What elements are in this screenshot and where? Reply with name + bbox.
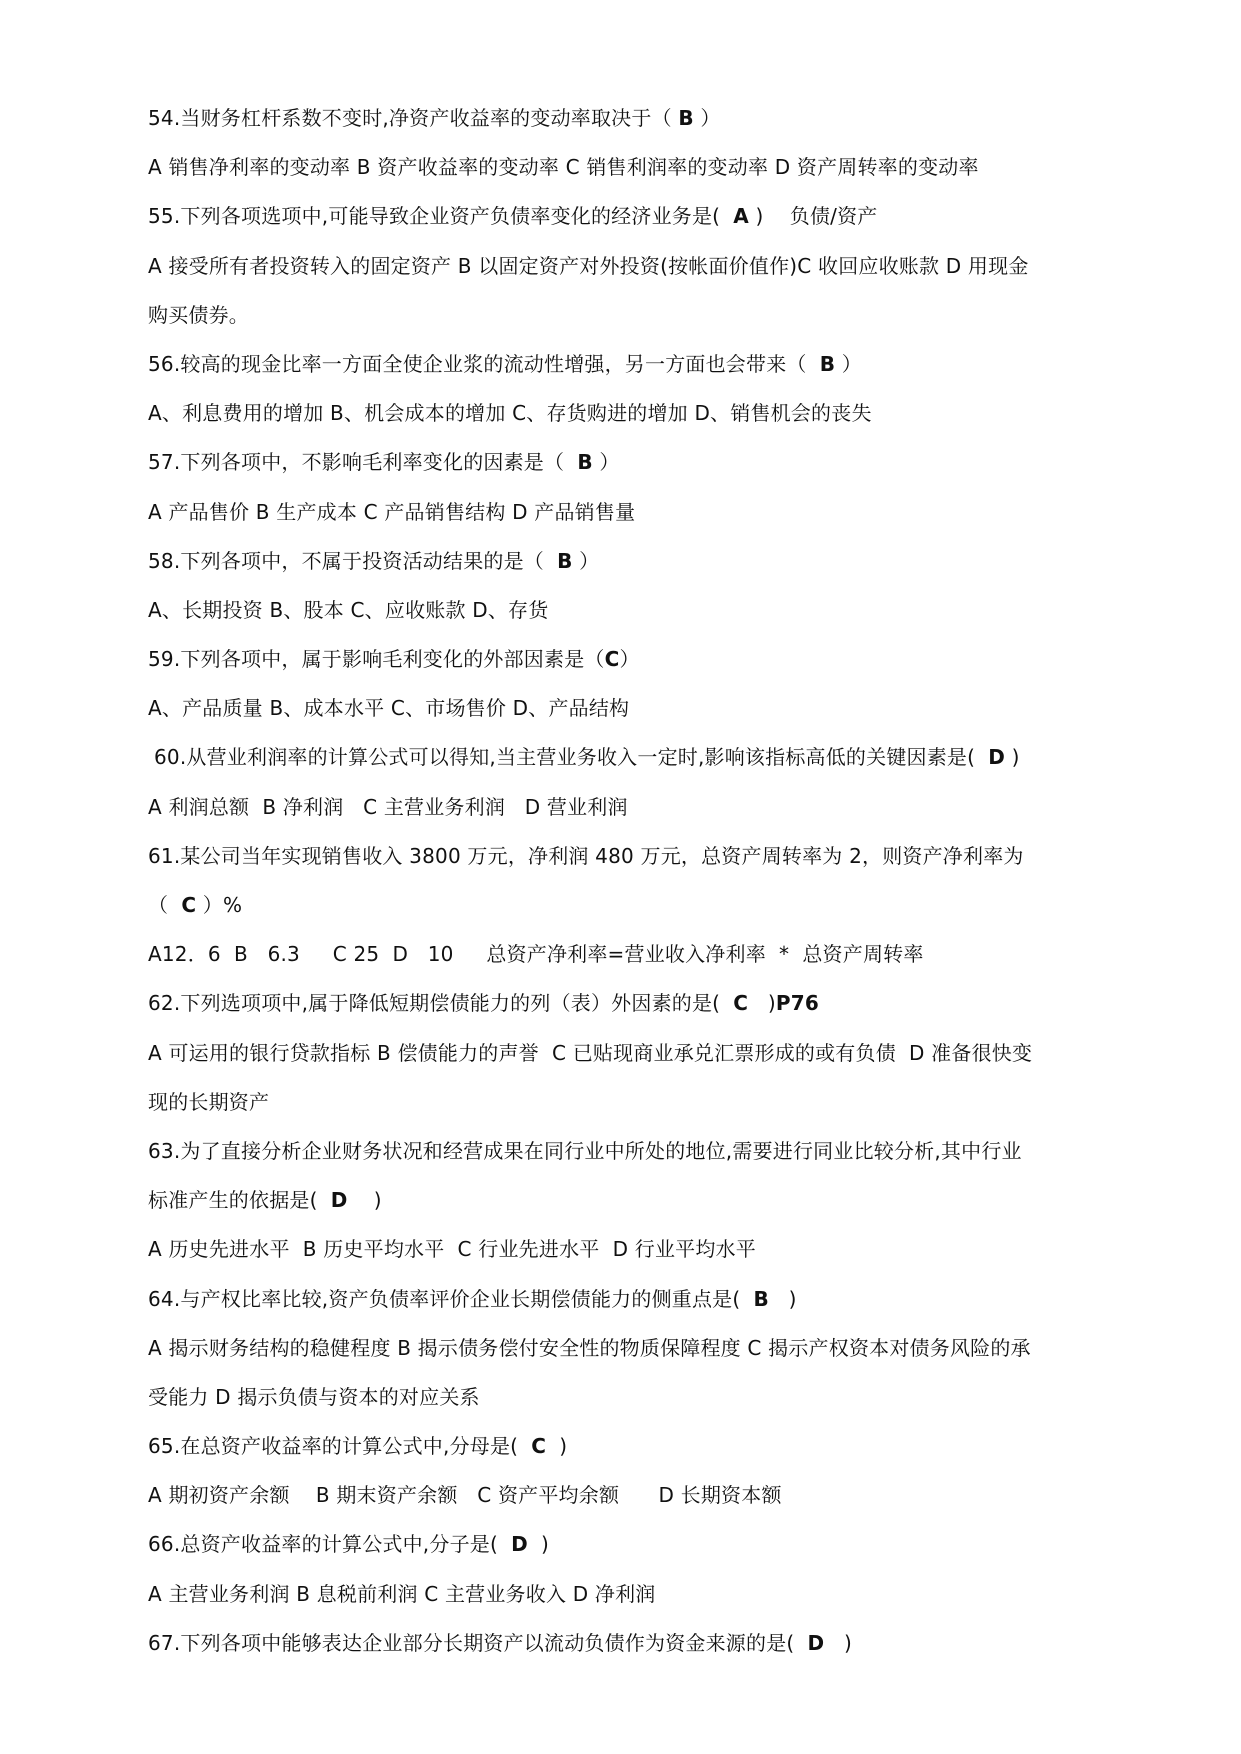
answer-letter: A bbox=[733, 204, 749, 229]
question-text: 60.从营业利润率的计算公式可以得知,当主营业务收入一定时,影响该指标高低的关键因素是( bbox=[154, 745, 989, 770]
question-text: 54.当财务杠杆系数不变时,净资产收益率的变动率取决于（ bbox=[148, 106, 679, 130]
question-text-end: ) bbox=[347, 1188, 382, 1213]
answer-letter: C bbox=[181, 893, 197, 917]
question-57 bbox=[148, 442, 1108, 491]
question-64 bbox=[148, 1279, 1108, 1328]
options-61: A12．6 B 6.3 C 25 D 10 总资产净利率=营业收入净利率 * 总资产周转率 bbox=[148, 942, 924, 967]
options-65: A 期初资产余额 B 期末资产余额 C 资产平均余额 D 长期资本额 bbox=[148, 1483, 782, 1508]
question-text-end: ) bbox=[1005, 745, 1020, 770]
question-text: 57.下列各项中，不影响毛利率变化的因素是（ bbox=[148, 450, 578, 475]
page-reference: P76 bbox=[775, 991, 819, 1016]
question-text-end: ) bbox=[824, 1630, 853, 1655]
question-text-end: ） bbox=[592, 450, 620, 475]
question-text-end: ） bbox=[693, 106, 721, 130]
options-55: A 接受所有者投资转入的固定资产 B 以固定资产对外投资(按帐面价值作)C 收回应收账款 D 用现金 bbox=[148, 253, 1029, 278]
answer-letter: C bbox=[733, 991, 749, 1016]
answer-letter: B bbox=[557, 548, 573, 573]
options-60: A 利润总额 B 净利润 C 主营业务利润 D 营业利润 bbox=[148, 794, 628, 819]
question-text: 62.下列选项项中,属于降低短期偿债能力的列（表）外因素的是( bbox=[148, 991, 734, 1016]
question-text: （ bbox=[148, 893, 182, 917]
question-text-end: ） bbox=[619, 647, 640, 672]
question-text-end: ) bbox=[546, 1434, 568, 1459]
question-text: 65.在总资产收益率的计算公式中,分母是( bbox=[148, 1434, 532, 1459]
question-67 bbox=[148, 1623, 1108, 1672]
options-62-cont: 现的长期资产 bbox=[148, 1089, 270, 1114]
options-57: A 产品售价 B 生产成本 C 产品销售结构 D 产品销售量 bbox=[148, 499, 636, 524]
question-text-end: ） bbox=[572, 548, 600, 573]
options-59: A、产品质量 B、成本水平 C、市场售价 D、产品结构 bbox=[148, 696, 630, 721]
answer-letter: C bbox=[531, 1434, 547, 1459]
answer-letter: D bbox=[330, 1188, 348, 1213]
options-63: A 历史先进水平 B 历史平均水平 C 行业先进水平 D 行业平均水平 bbox=[148, 1237, 756, 1262]
question-63: 63.为了直接分析企业财务状况和经营成果在同行业中所处的地位,需要进行同业比较分析,其中行业 bbox=[148, 1138, 1022, 1163]
answer-letter: B bbox=[577, 450, 593, 475]
question-text-end: ) bbox=[527, 1532, 550, 1557]
question-65 bbox=[148, 1426, 1108, 1475]
options-64: A 揭示财务结构的稳健程度 B 揭示债务偿付安全性的物质保障程度 C 揭示产权资本对债务风险的承 bbox=[148, 1335, 1031, 1360]
question-text: 56.较高的现金比率一方面全使企业浆的流动性增强，另一方面也会带来（ bbox=[148, 351, 820, 376]
question-text-end: ) bbox=[768, 1286, 797, 1311]
question-63-cont bbox=[148, 1180, 1108, 1229]
question-text-end: ) 负债/资产 bbox=[748, 204, 878, 229]
answer-letter: B bbox=[753, 1286, 769, 1311]
question-text: 58.下列各项中，不属于投资活动结果的是（ bbox=[148, 548, 558, 573]
question-text: 67.下列各项中能够表达企业部分长期资产以流动负债作为资金来源的是( bbox=[148, 1630, 808, 1655]
question-text: 59.下列各项中，属于影响毛利变化的外部因素是（ bbox=[148, 647, 605, 672]
answer-letter: D bbox=[807, 1630, 825, 1655]
answer-letter: D bbox=[988, 745, 1006, 770]
answer-letter: B bbox=[819, 351, 836, 376]
question-66 bbox=[148, 1524, 1108, 1573]
question-text-end: ） bbox=[835, 351, 862, 376]
question-58 bbox=[148, 541, 1108, 590]
question-56 bbox=[148, 344, 1108, 393]
question-61-cont bbox=[148, 885, 1108, 934]
question-text-end: ）% bbox=[196, 893, 243, 917]
options-58: A、长期投资 B、股本 C、应收账款 D、存货 bbox=[148, 597, 549, 622]
options-56: A、利息费用的增加 B、机会成本的增加 C、存货购进的增加 D、销售机会的丧失 bbox=[148, 401, 872, 426]
answer-letter: C bbox=[604, 647, 620, 672]
question-text: 标准产生的依据是( bbox=[148, 1188, 331, 1213]
question-55 bbox=[148, 196, 1108, 245]
options-66: A 主营业务利润 B 息税前利润 C 主营业务收入 D 净利润 bbox=[148, 1581, 656, 1606]
options-54: A 销售净利率的变动率 B 资产收益率的变动率 C 销售利润率的变动率 D 资产周转率的变动率 bbox=[148, 155, 979, 180]
answer-letter: D bbox=[511, 1532, 528, 1557]
question-text: 64.与产权比率比较,资产负债率评价企业长期偿债能力的侧重点是( bbox=[148, 1286, 754, 1311]
question-54 bbox=[148, 98, 1108, 147]
question-59 bbox=[148, 639, 1108, 688]
question-text: 66.总资产收益率的计算公式中,分子是( bbox=[148, 1532, 512, 1557]
options-55-cont: 购买债券。 bbox=[148, 302, 249, 327]
question-60 bbox=[148, 737, 1108, 786]
options-64-cont: 受能力 D 揭示负债与资本的对应关系 bbox=[148, 1384, 480, 1409]
question-61: 61.某公司当年实现销售收入 3800 万元，净利润 480 万元，总资产周转率为 2，则资产净利率为 bbox=[148, 843, 1024, 868]
question-list bbox=[148, 98, 1108, 1672]
answer-letter: B bbox=[678, 106, 694, 130]
question-text: 55.下列各项选项中,可能导致企业资产负债率变化的经济业务是( bbox=[148, 204, 734, 229]
options-62: A 可运用的银行贷款指标 B 偿债能力的声誉 C 已贴现商业承兑汇票形成的或有负债 D 准备很快变 bbox=[148, 1040, 1033, 1065]
question-62 bbox=[148, 983, 1108, 1032]
question-text-end: ) bbox=[748, 991, 776, 1016]
